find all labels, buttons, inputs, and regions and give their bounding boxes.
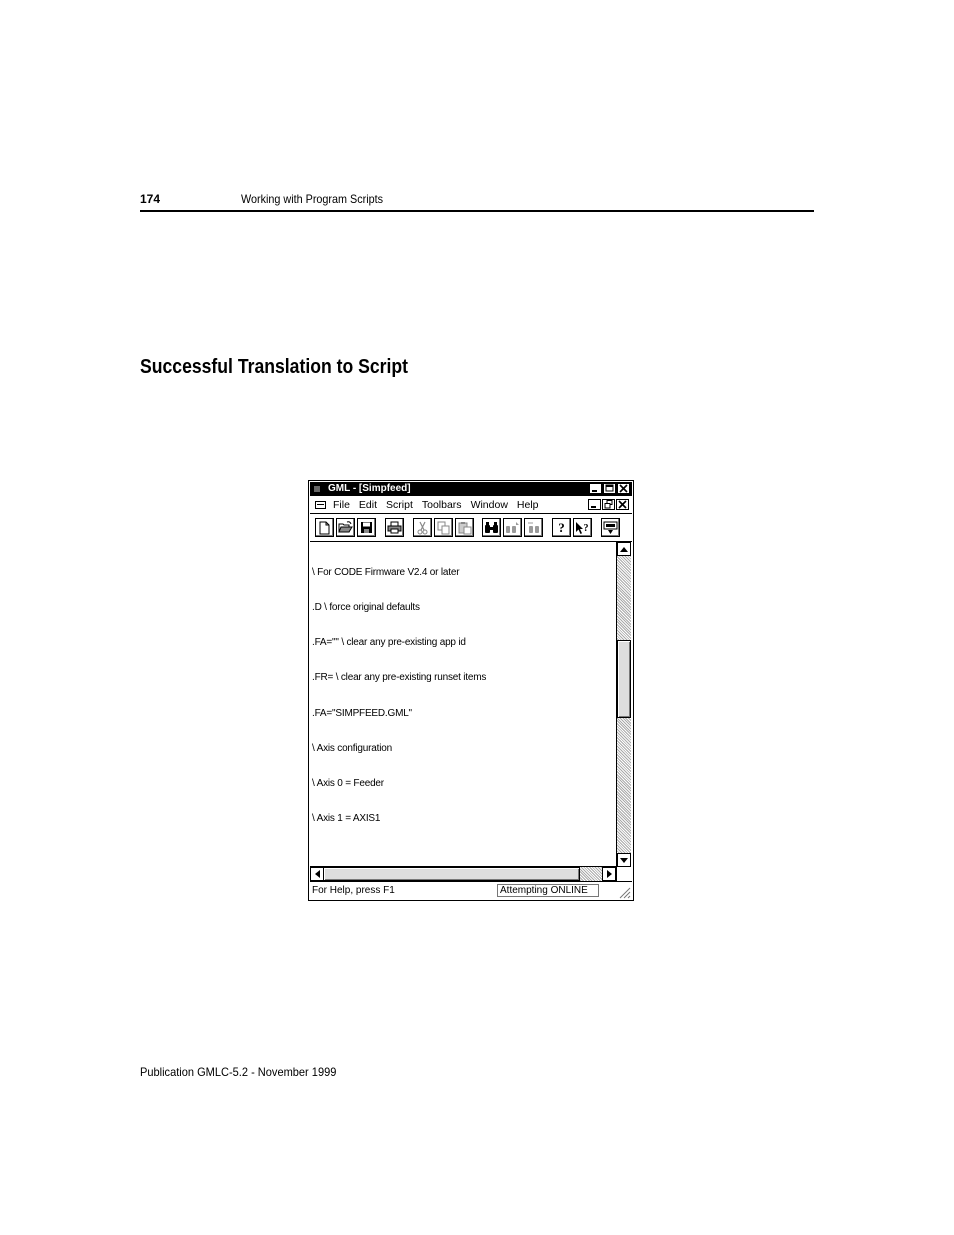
code-line: \ Axis 0 = Feeder: [312, 778, 384, 789]
arrow-right-icon: [607, 870, 612, 878]
code-line: .FA="SIMPFEED.GML": [312, 707, 412, 719]
code-line: \ For CODE Firmware V2.4 or later: [312, 566, 460, 578]
maximize-button[interactable]: [603, 483, 616, 494]
save-icon: [360, 521, 373, 534]
status-bar: [310, 881, 632, 900]
new-button[interactable]: [315, 518, 334, 537]
doc-restore-button[interactable]: [602, 499, 615, 510]
svg-text:?: ?: [583, 522, 589, 534]
scroll-down-button[interactable]: [617, 853, 631, 867]
open-button[interactable]: [336, 518, 355, 537]
download-icon: [603, 521, 618, 535]
new-icon: [318, 521, 331, 535]
menu-bar: [310, 497, 632, 514]
replace-icon: [526, 521, 541, 534]
scroll-left-button[interactable]: [310, 867, 324, 881]
connection-status: Attempting ONLINE: [497, 884, 599, 897]
arrow-left-icon: [315, 870, 320, 878]
menu-script[interactable]: Script: [386, 499, 413, 511]
menu-edit[interactable]: Edit: [358, 499, 378, 511]
help-icon: ?: [558, 519, 565, 535]
code-line: \ Axis 1 = AXIS1: [312, 813, 381, 825]
window-title: GML - [Simpfeed]: [328, 483, 411, 494]
script-editor[interactable]: [310, 542, 616, 867]
scroll-corner: [616, 866, 631, 881]
doc-minimize-button[interactable]: [588, 499, 601, 510]
scroll-right-button[interactable]: [602, 867, 616, 881]
restore-icon: [603, 500, 614, 509]
page-number: 174: [140, 192, 161, 206]
cut-button[interactable]: [413, 518, 432, 537]
minimize-button[interactable]: [589, 483, 602, 494]
cut-icon: [416, 521, 429, 535]
context-help-button[interactable]: [573, 518, 592, 537]
maximize-icon: [604, 484, 615, 493]
toolbar: [310, 514, 632, 542]
print-button[interactable]: [385, 518, 404, 537]
find-button[interactable]: [482, 518, 501, 537]
page-footer: Publication GMLC-5.2 - November 1999: [140, 1065, 337, 1079]
code-lines: [312, 543, 553, 867]
open-icon: [338, 521, 353, 534]
header-rule: [140, 210, 814, 212]
arrow-down-icon: [620, 858, 628, 863]
vertical-scroll-thumb[interactable]: [617, 640, 631, 718]
running-head: Working with Program Scripts: [241, 192, 384, 206]
minimize-icon: [590, 484, 601, 493]
menu-file[interactable]: File: [333, 499, 350, 511]
close-button[interactable]: [617, 483, 630, 494]
find-next-button[interactable]: [503, 518, 522, 537]
doc-close-button[interactable]: [616, 499, 629, 510]
find-next-icon: [505, 521, 520, 534]
document-control-icon[interactable]: [315, 501, 326, 509]
vertical-scrollbar[interactable]: [616, 542, 631, 867]
scroll-up-button[interactable]: [617, 542, 631, 556]
horizontal-scroll-thumb[interactable]: [323, 867, 580, 881]
replace-button[interactable]: [524, 518, 543, 537]
context-help-icon: [575, 521, 590, 535]
minimize-icon: [589, 500, 600, 509]
download-button[interactable]: [601, 518, 620, 537]
code-line: \ Axis configuration: [312, 742, 392, 754]
find-icon: [484, 521, 499, 534]
arrow-up-icon: [620, 547, 628, 552]
title-bar[interactable]: [310, 482, 632, 496]
paste-button[interactable]: [455, 518, 474, 537]
app-icon: [312, 484, 322, 494]
close-icon: [617, 500, 628, 509]
paste-icon: [458, 521, 472, 535]
menu-toolbars[interactable]: Toolbars: [421, 499, 462, 511]
code-line: .D \ force original defaults: [312, 601, 420, 613]
print-icon: [387, 521, 402, 534]
size-grip-icon[interactable]: [618, 886, 631, 899]
code-line: .FA="" \ clear any pre-existing app id: [312, 637, 466, 648]
save-button[interactable]: [357, 518, 376, 537]
help-button[interactable]: [552, 518, 571, 537]
copy-button[interactable]: [434, 518, 453, 537]
close-icon: [618, 484, 629, 493]
gml-window-screenshot: [308, 480, 634, 901]
menu-window[interactable]: Window: [470, 499, 508, 511]
code-line: [312, 849, 553, 861]
code-line: .FR= \ clear any pre-existing runset items: [312, 672, 487, 684]
section-heading: Successful Translation to Script: [140, 356, 408, 378]
menu-help[interactable]: Help: [516, 499, 539, 511]
status-help-text: For Help, press F1: [312, 885, 395, 896]
copy-icon: [437, 521, 451, 535]
horizontal-scrollbar[interactable]: [310, 866, 616, 881]
